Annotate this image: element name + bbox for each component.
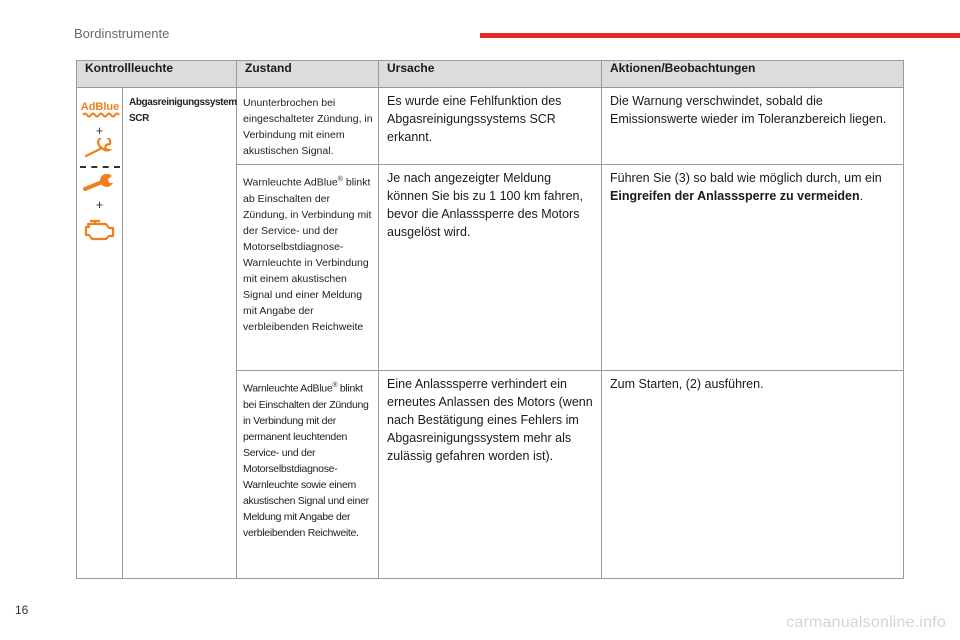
row2-cause: Je nach angezeigter Meldung können Sie bis zu 1 100 km fahren, bevor die Anlasssperre des Motors ausgelöst wird. xyxy=(379,165,602,371)
watermark: carmanualsonline.info xyxy=(786,614,946,631)
row3-condition-pre: Warnleuchte AdBlue xyxy=(243,382,333,395)
row3-condition-sup: ® xyxy=(332,382,338,389)
plus-sign-2: + xyxy=(95,197,104,212)
service-wrench-solid-icon xyxy=(82,174,118,192)
row2-action xyxy=(602,165,904,371)
row2-condition-post: blinkt ab Einschalten der Zündung, in Verbindung mit der Service- und der Motorselbstdiagnose-Warnleuchte in Verbindung mit einem akustischen Signal und einer Meldung mit Angabe der verbleibenden Reichweite xyxy=(243,176,372,333)
table-row xyxy=(77,88,904,165)
col-header-zustand: Zustand xyxy=(237,61,379,88)
row1-action: Die Warnung verschwindet, sobald die Emissionswerte wieder im Toleranzbereich liegen. xyxy=(602,88,904,165)
row2-condition-pre: Warnleuchte AdBlue xyxy=(243,176,338,189)
row3-cause: Eine Anlasssperre verhindert ein erneutes Anlassen des Motors (wenn nach Bestätigung eines Fehlers im Abgasreinigungssystem mehr als zulässig gefahren worden ist). xyxy=(379,371,602,579)
plus-sign: + xyxy=(95,123,104,138)
service-wrench-outline-icon xyxy=(82,138,118,160)
icon-divider xyxy=(80,166,120,168)
row2-action-post: . xyxy=(859,189,864,203)
state-label: Abgasreinigungssystem SCR xyxy=(123,88,237,579)
row1-condition: Ununterbrochen bei eingeschalteter Zündung, in Verbindung mit einem akustischen Signal. xyxy=(237,88,379,165)
row3-condition-post: blinkt bei Einschalten der Zündung in Verbindung mit der permanent leuchtenden Service- und der Motorselbstdiagnose-Warnleuchte sowie einem akustischen Signal und einer Meldung mit Angabe der verbleibenden Reichweite. xyxy=(243,382,369,539)
row3-condition xyxy=(237,371,379,579)
row2-condition xyxy=(237,165,379,371)
page-number: 16 xyxy=(15,603,29,617)
row2-condition-sup: ® xyxy=(337,176,343,183)
row1-cause: Es wurde eine Fehlfunktion des Abgasreinigungssystems SCR erkannt. xyxy=(379,88,602,165)
col-header-kontrollleuchte: Kontrollleuchte xyxy=(77,61,237,88)
col-header-ursache: Ursache xyxy=(379,61,602,88)
section-title: Bordinstrumente xyxy=(74,26,170,41)
col-header-aktionen: Aktionen/Beobachtungen xyxy=(602,61,904,88)
warning-lights-table xyxy=(76,60,904,579)
row3-action: Zum Starten, (2) ausführen. xyxy=(602,371,904,579)
header-accent-bar xyxy=(480,33,960,38)
adblue-icon-text: AdBlue xyxy=(80,101,119,113)
engine-check-icon xyxy=(82,216,118,242)
adblue-icon xyxy=(80,98,120,120)
warning-icons-cell xyxy=(77,88,123,579)
row2-action-bold: Eingreifen der Anlasssperre zu vermeiden xyxy=(610,189,860,203)
row2-action-pre: Führen Sie (3) so bald wie möglich durch, um ein xyxy=(610,171,882,185)
table-header-row xyxy=(77,61,904,88)
